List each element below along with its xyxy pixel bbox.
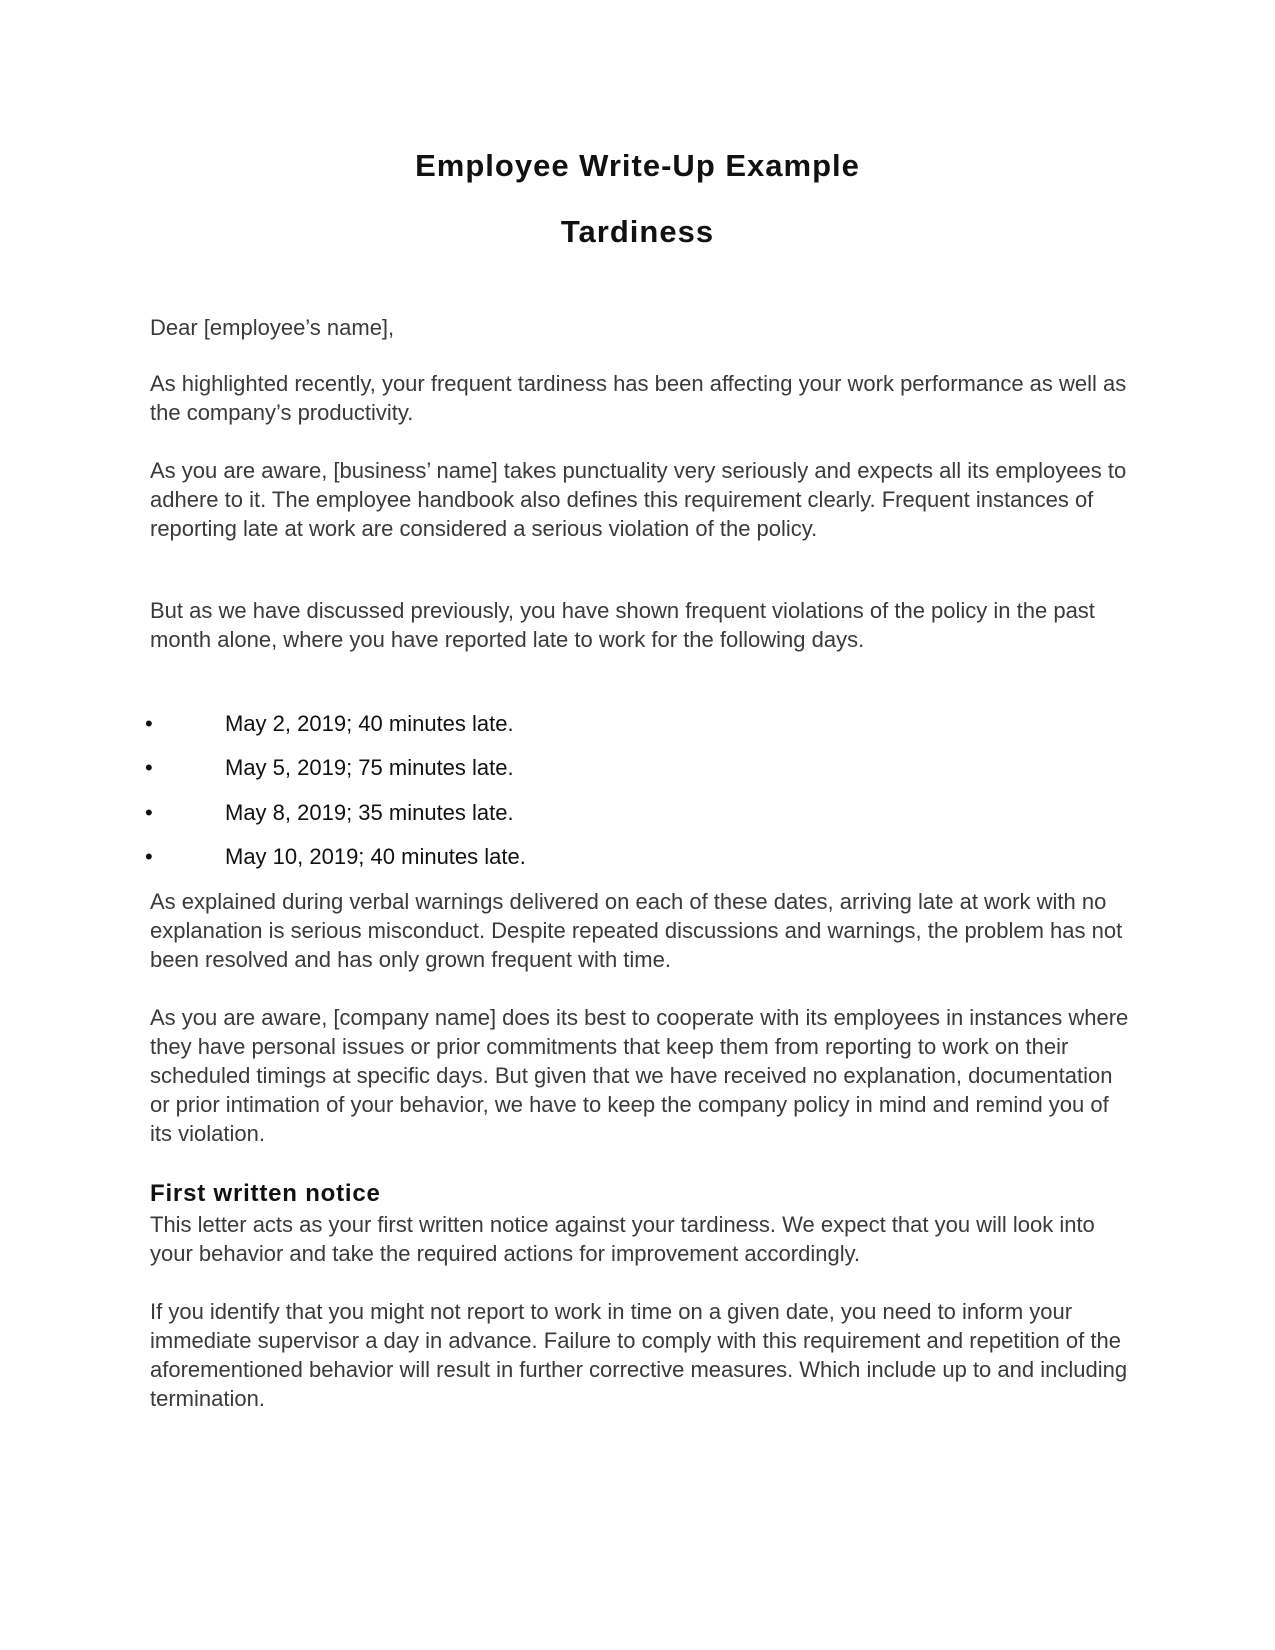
late-day-text: May 10, 2019; 40 minutes late. (225, 843, 526, 869)
paragraph-intro: As highlighted recently, your frequent tardiness has been affecting your work performance as well as the company’s productivity. (150, 371, 1127, 425)
document-subtitle: Tardiness (560, 214, 715, 249)
list-item (145, 709, 1135, 753)
late-day-text: May 2, 2019; 40 minutes late. (225, 711, 514, 736)
bullet-icon: • (145, 711, 153, 736)
notice-heading: First written notice (150, 1180, 381, 1207)
list-item (145, 753, 1135, 797)
document-title: Employee Write-Up Example (415, 148, 860, 183)
bullet-icon: • (145, 799, 153, 825)
bullet-icon: • (145, 843, 153, 869)
late-day-text: May 8, 2019; 35 minutes late. (225, 799, 514, 825)
list-item (145, 798, 1135, 842)
paragraph-consequences: If you identify that you might not report to work in time on a given date, you need to inform your immediate supervisor a day in advance. Failure to comply with this requirement and repetition of the aforementioned behavior will result in further corrective measures. Which include up to and including termination. (150, 1299, 1128, 1411)
paragraph-warnings: As explained during verbal warnings delivered on each of these dates, arriving late at work with no explanation is serious misconduct. Despite repeated discussions and warnings, the problem has not been resolved and has only grown frequent with time. (150, 889, 1123, 972)
paragraph-policy: As you are aware, [business’ name] takes punctuality very seriously and expects all its employees to adhere to it. The employee handbook also defines this requirement clearly. Frequent instances of reporting late at work are considered a serious violation of the policy. (150, 458, 1127, 541)
paragraph-cooperation: As you are aware, [company name] does its best to cooperate with its employees in instances where they have personal issues or prior commitments that keep them from reporting to work on their scheduled timings at specific days. But given that we have received no explanation, documentation or prior intimation of your behavior, we have to keep the company policy in mind and remind you of its violation. (150, 1005, 1129, 1146)
late-day-text: May 5, 2019; 75 minutes late. (225, 755, 514, 781)
salutation: Dear [employee’s name], (150, 315, 395, 340)
late-days-list (145, 709, 1135, 886)
paragraph-violations: But as we have discussed previously, you have shown frequent violations of the policy in the past month alone, where you have reported late to work for the following days. (150, 598, 1095, 652)
bullet-icon: • (145, 755, 153, 781)
paragraph-notice: This letter acts as your first written notice against your tardiness. We expect that you will look into your behavior and take the required actions for improvement accordingly. (150, 1212, 1095, 1266)
list-item (145, 842, 1135, 886)
